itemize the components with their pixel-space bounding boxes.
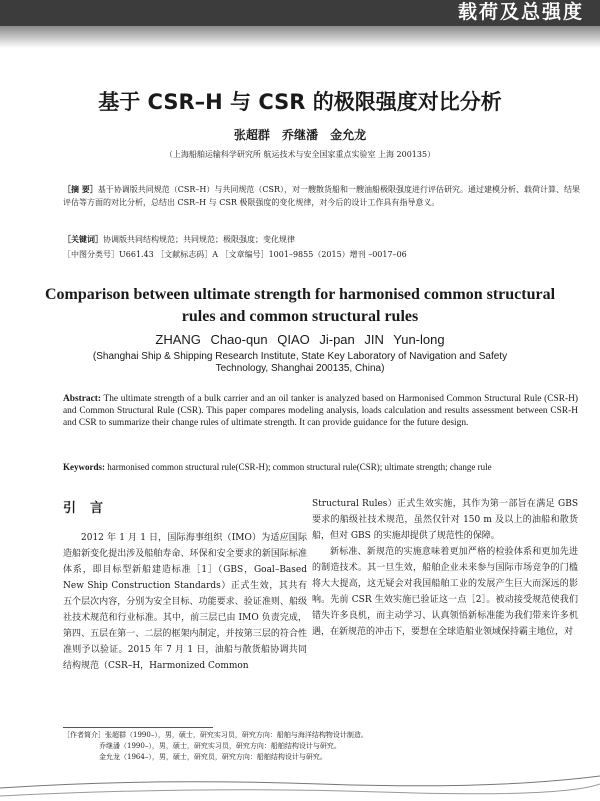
authors-cn: 张超群 乔继潘 金允龙 [233,128,367,142]
abstract-cn-text: 基于协调版共同规范（CSR–H）与共同规范（CSR），对一艘散货船和一艘油船极限强度进行评估研究。通过建模分析、载荷计算、结果评估等方面的对比分析，总结出 CSR–H 与 CSR 极限强度的变化规律，对今后的设计工作具有指导意义。 [63,185,581,207]
footnote-divider [63,727,213,728]
body-column-left [63,530,307,674]
section-heading-intro: 引言 [63,501,118,516]
keywords-en-text: harmonised common structural rule(CSR-H); common structural rule(CSR); ultimate strength; change rule [107,462,492,472]
abstract-en-text: The ultimate strength of a bulk carrier and an oil tanker is analyzed based on Harmonised Common Structural Rule (CSR-H) and Common Structural Rule (CSR). This paper compares modeling analysis, loads calculation and results assessment between CSR-H and CSR to summarize their change rules of ultimate strength. It can provide guidance for the future design. [63,394,578,428]
affiliation-en: (Shanghai Ship & Shipping Research Institute, State Key Laboratory of Navigation and Safety Technology, Shanghai 200135, China) [92,351,508,374]
keywords-cn [63,233,583,246]
keywords-cn-text: 协调版共同结构规范；共同规范；极限强度；变化规律 [103,235,295,244]
body-column-right [312,496,578,640]
author-footnotes [63,730,583,763]
footnote-line: 金允龙（1964–），男，硕士，研究员，研究方向：船舶结构设计与研究。 [99,753,327,761]
scan-edge-lines [0,772,600,801]
affiliation-cn: （上海船舶运输科学研究所 航运技术与安全国家重点实验室 上海 200135） [164,150,436,159]
abstract-en-label: Abstract: [63,394,102,404]
paragraph: 新标准、新规范的实施意味着更加严格的检验体系和更加先进的制造技术。其一旦生效，船舶企业未来参与国际市场竞争的门槛将大大提高，这无疑会对我国船舶工业的发展产生巨大而深远的影响。先前 CSR 生效实施已验证这一点［2］。被动接受规范使我们错失许多良机，而主动学习、认真领悟新标准能为我们带来许多机遇，在新规范的冲击下，要想在全球造船业领域保持霸主地位，对 [312,547,578,637]
section-title: 载荷及总强度 [457,1,584,23]
banner-fade [0,26,600,48]
abstract-en [63,393,578,429]
paper-title-cn: 基于 CSR–H 与 CSR 的极限强度对比分析 [98,90,502,114]
footnote-line: ［作者简介］张超群（1990–），男，硕士，研究实习员，研究方向：船舶与海洋结构物设计制造。 [63,731,368,739]
paper-title-en: Comparison between ultimate strength for harmonised common structural rules and common structural rules [44,286,556,325]
classification-line: ［中图分类号］U661.43 ［文献标志码］A ［文章编号］1001–9855（2015）增刊 –0017–06 [63,250,407,259]
abstract-cn-label: ［摘 要］ [63,185,98,194]
paragraph: 2012 年 1 月 1 日，国际海事组织（IMO）为适应国际造船新变化提出涉及船舶寿命、环保和安全要求的新国际标准体系，即目标型新船建造标准［1］（GBS，Goal–Based New Ship Construction Standards）正式生效，其共有五个层次内容，分别为安全目标、功能要求、验证准则、船级社技术规范和行业标准。其中，前三层已由 IMO 负责完成，第四、五层在第一、二层的框架内制定，并按第三层的符合性准则予以验证。2015 年 7 月 1 日，油船与散货船协调共同结构规范（CSR–H，Harmonized Common [63,533,307,671]
abstract-cn [63,183,583,209]
footnote-line: 乔继潘（1990–），男，硕士，研究实习员，研究方向：船舶结构设计与研究。 [99,742,341,750]
keywords-en [63,461,578,473]
keywords-cn-label: ［关键词］ [63,235,103,244]
authors-en: ZHANG Chao-qun QIAO Ji-pan JIN Yun-long [155,332,445,347]
section-banner [0,0,600,50]
paragraph: Structural Rules）正式生效实施，其作为第一部旨在满足 GBS 要求的船级社技术规范，虽然仅针对 150 m 及以上的油船和散货船，但对 GBS 的实施却提供了规范性的保障。 [312,499,578,541]
keywords-en-label: Keywords: [63,462,105,472]
